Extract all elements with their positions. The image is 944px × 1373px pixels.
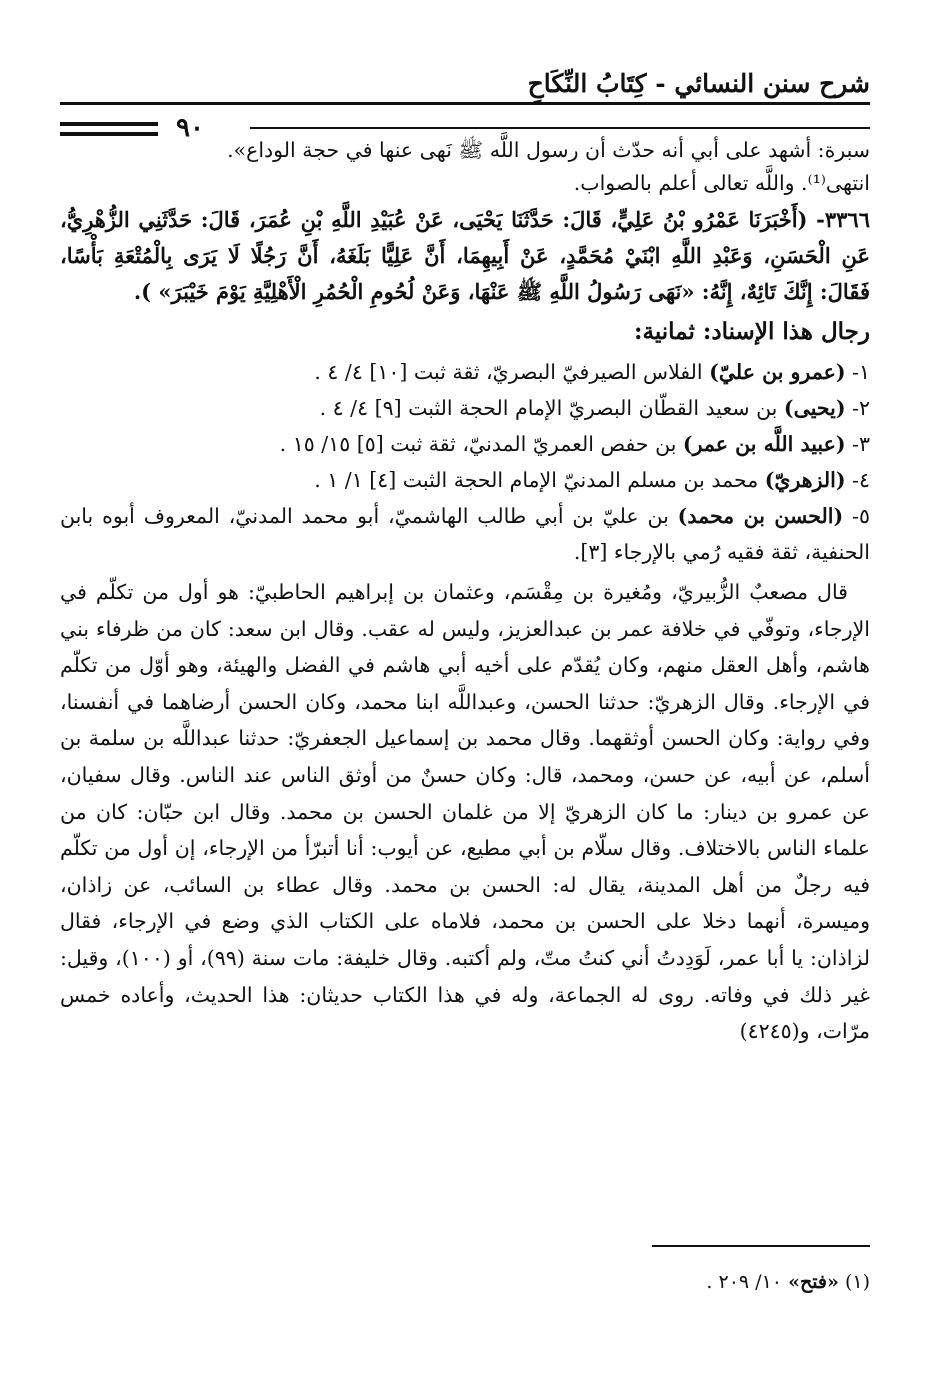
footnote-divider <box>652 1245 870 1247</box>
narrator-name: (الزهريّ) <box>764 468 846 492</box>
hadith-text: ٣٣٦٦- (أَخْبَرَنَا عَمْرُو بْنُ عَلِيٍّ، قَالَ: حَدَّثَنَا يَحْيَى، عَنْ عُبَيْدِ اللَّهِ بْنِ عُمَرَ، قَالَ: حَدَّثَنِي الزُّهْرِيُّ، عَنِ الْحَسَنِ، وَعَبْدِ اللَّهِ ابْنَيْ مُحَمَّدٍ، عَنْ أَبِيهِمَا، أَنَّ عَلِيًّا بَلَغَهُ، أَنَّ رَجُلًا لَا يَرَى بِالْمُتْعَةِ بَأْسًا، فَقَالَ: إِنَّكَ تَائِهٌ، إِنَّهُ: «نَهَى رَسُولُ اللَّهِ ﷺ عَنْهَا، وَعَنْ لُحُومِ الْحُمُرِ الْأَهْلِيَّةِ يَوْمَ خَيْبَرَ» ). <box>60 207 870 304</box>
narrator-item <box>60 390 870 426</box>
intro-line: انتهى⁽¹⁾. واللَّه تعالى أعلم بالصواب. <box>573 171 870 195</box>
footnote <box>706 1268 870 1296</box>
running-title: شرح سنن النسائي - كِتَابُ النِّكَاحِ <box>527 69 870 98</box>
narrator-number: ٣- <box>845 432 870 456</box>
intro-line: سبرة: أشهد على أبي أنه حدّث أن رسول اللَّه ﷺ نَهى عنها في حجة الوداع». <box>227 138 870 162</box>
biography-paragraph: قال مصعبٌ الزُّبيريّ، ومُغيرة بن مِقْسَم، وعثمان بن إبراهيم الحاطبيّ: هو أول من تكلّم في الإرجاء، وتوفّي في خلافة عمر بن عبدالعزيز، وليس له عقب. وقال ابن سعد: كان من ظرفاء بني هاشم، وأهل العقل منهم، وكان يُقدّم على أخيه أبي هاشم في الفضل والهيئة، وهو أوّل من تكلّم في الإرجاء. وقال الزهريّ: حدثنا الحسن، وعبداللَّه ابنا محمد، وكان الحسن أرضاهما في أنفسنا، وفي رواية: وكان الحسن أوثقهما. وقال محمد بن إسماعيل الجعفريّ: حدثنا عبداللَّه بن سلمة بن أسلم، عن أبيه، عن حسن، ومحمد، قال: وكان حسنٌ من أوثق الناس عند الناس. وقال سفيان، عن عمرو بن دينار: ما كان الزهريّ إلا من غلمان الحسن بن محمد. وقال ابن حبّان: كان من علماء الناس بالاختلاف. وقال سلّام بن أبي مطيع، عن أيوب: أنا أتبرّأ من الإرجاء، إن أول من تكلّم فيه رجلٌ من أهل المدينة، يقال له: الحسن بن محمد. وقال عطاء بن السائب، عن زاذان، وميسرة، أنهما دخلا على الحسن بن محمد، فلاماه على الكتاب الذي وضع في الإرجاء، فقال لزاذان: يا أبا عمر، لَوَدِدتُ أني كنتُ متّ، ولم أكتبه. وقال خليفة: مات سنة (٩٩)، أو (١٠٠)، وقيل: غير ذلك في وفاته. روى له الجماعة، وله في هذا الكتاب حديثان: هذا الحديث، وأعاده خمس مرّات، و(٤٢٤٥) <box>60 580 870 1044</box>
narrator-item <box>60 498 870 570</box>
narrator-item <box>60 462 870 498</box>
footnote-reference: ١٠/ ٢٠٩ . <box>706 1271 789 1293</box>
header-thick-rule <box>60 122 158 126</box>
narrator-number: ٢- <box>845 396 870 420</box>
narrator-list <box>60 354 870 570</box>
book-page <box>60 40 870 1340</box>
narrator-description: الفلاس الصيرفيّ البصريّ، ثقة ثبت [١٠] ٤/ ٤ . <box>314 360 710 384</box>
narrator-number: ١- <box>845 360 870 384</box>
narrator-description: بن سعيد القطّان البصريّ الإمام الحجة الثبت [٩] ٤/ ٤ . <box>319 396 784 420</box>
narrator-name: (يحيى) <box>783 396 846 420</box>
header-thin-rule <box>250 127 870 129</box>
narrator-description: محمد بن مسلم المدنيّ الإمام الحجة الثبت [٤] ١/ ١ . <box>314 468 765 492</box>
narrator-name: (عمرو بن عليّ) <box>709 360 846 384</box>
header-divider <box>60 102 870 105</box>
narrator-description: بن حفص العمريّ المدنيّ، ثقة ثبت [٥] ١٥/ ١٥ . <box>279 432 683 456</box>
footnote-source: «فتح» <box>788 1271 839 1293</box>
narrator-name: (عبيد اللَّه بن عمر) <box>682 432 846 456</box>
narrator-number: ٤- <box>845 468 870 492</box>
section-heading: رجال هذا الإسناد: ثمانية: <box>634 318 870 345</box>
page-number: ٩٠ <box>176 113 204 143</box>
footnote-marker: (١) <box>838 1271 870 1293</box>
narrator-name: (الحسن بن محمد) <box>677 504 844 528</box>
narrator-number: ٥- <box>843 504 870 528</box>
page-body <box>60 134 870 1050</box>
narrator-item <box>60 354 870 390</box>
narrator-description: بن عليّ بن أبي طالب الهاشميّ، أبو محمد المدنيّ، المعروف أبوه بابن الحنفية، ثقة فقيه رُمي بالإرجاء [٣]. <box>60 504 870 564</box>
narrator-item <box>60 426 870 462</box>
